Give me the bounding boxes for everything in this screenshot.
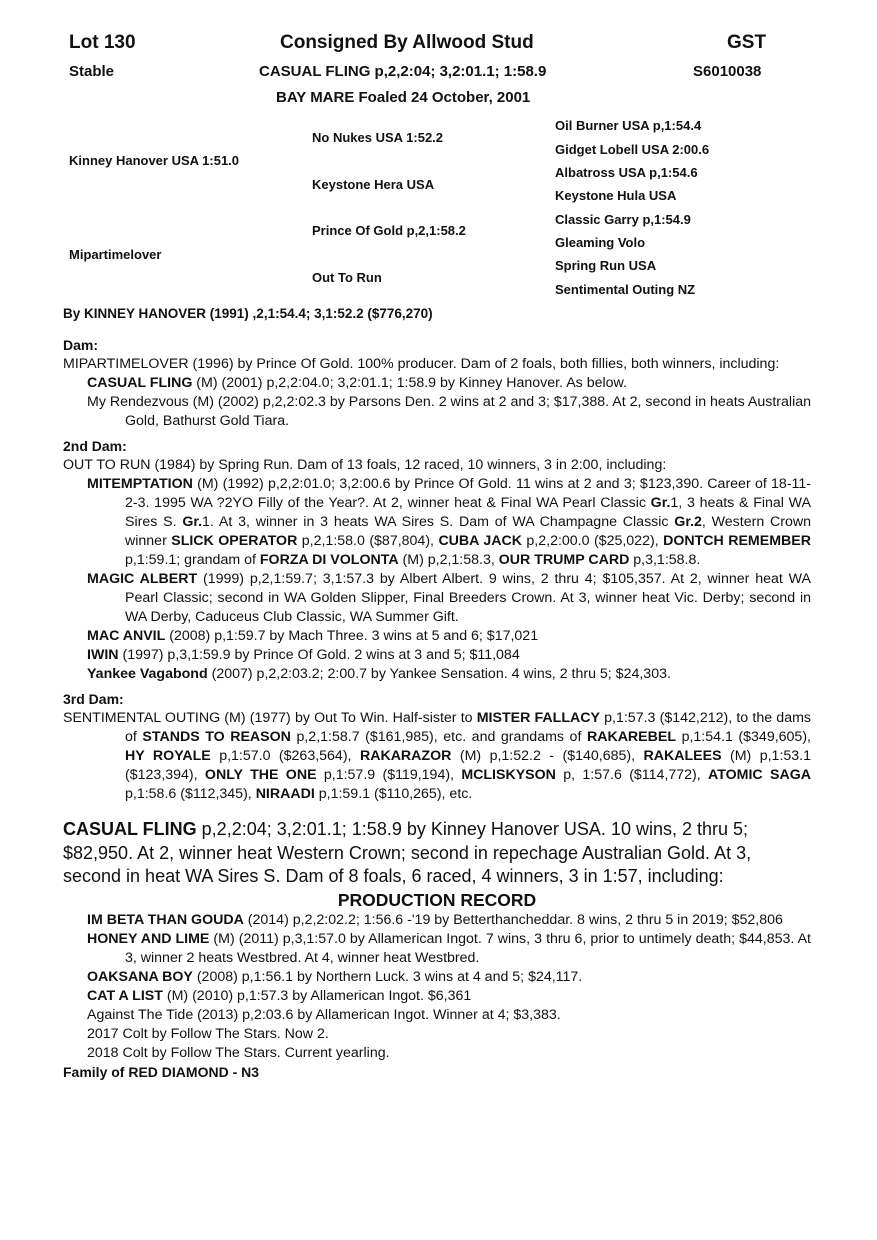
third-dam-text: SENTIMENTAL OUTING (M) (1977) by Out To Win. Half-sister to MISTER FALLACY p,1:57.3 ($142,212), to the dams of STANDS TO REASON p,2,1:58.7 ($161,985), etc. and grandams of RAKAREBEL p,1:54.1 ($349,605), HY ROYALE p,1:57.0 ($263,564), RAKARAZOR (M) p,1:52.2 - ($140,685), RAKALEES (M) p,1:53.1 ($123,394), ONLY THE ONE p,1:57.9 ($119,194), MCLISKYSON p, 1:57.6 ($114,772), ATOMIC SAGA p,1:58.6 ($112,345), NIRAADI p,1:59.1 ($110,265), etc.	[63, 710, 812, 802]
pedigree-gen3: Gleaming Volo	[555, 235, 646, 250]
horse-id: S6010038	[693, 63, 762, 80]
horse-summary: CASUAL FLING p,2,2:04; 3,2:01.1; 1:58.9 by Kinney Hanover USA. 10 wins, 2 thru 5; $82,950. At 2, winner heat Western Crown; second in repechage Australian Gold. At 3, second in heat WA Sires S. Dam of 8 foals, 6 raced, 4 winners, 3 in 1:57, including:	[63, 819, 752, 886]
pedigree-sire-dam: Keystone Hera USA	[312, 177, 435, 192]
pedigree-gen3: Classic Garry p,1:54.9	[555, 212, 691, 227]
pedigree-gen3: Gidget Lobell USA 2:00.6	[555, 142, 710, 157]
pedigree-gen3: Sentimental Outing NZ	[555, 282, 696, 297]
consignor: Consigned By Allwood Stud	[280, 32, 534, 53]
pedigree-sire: Kinney Hanover USA 1:51.0	[69, 153, 240, 168]
pedigree-dam-sire: Prince Of Gold p,2,1:58.2	[312, 223, 466, 238]
second-dam-progeny: MAC ANVIL (2008) p,1:59.7 by Mach Three. 3 wins at 5 and 6; $17,021	[87, 628, 539, 644]
horse-description: BAY MARE Foaled 24 October, 2001	[276, 89, 531, 106]
lot-number: Lot 130	[69, 32, 136, 53]
production-item: Against The Tide (2013) p,2:03.6 by Allamerican Ingot. Winner at 4; $3,383.	[87, 1006, 561, 1023]
family-line: Family of RED DIAMOND - N3	[63, 1063, 260, 1080]
pedigree-gen3: Spring Run USA	[555, 258, 657, 273]
catalogue-body	[63, 330, 811, 1082]
pedigree-sire-sire: No Nukes USA 1:52.2	[312, 130, 444, 145]
pedigree-gen3: Oil Burner USA p,1:54.4	[555, 118, 702, 133]
production-item: CAT A LIST (M) (2010) p,1:57.3 by Allamerican Ingot. $6,361	[87, 987, 472, 1004]
location: Stable	[69, 63, 115, 80]
production-item: OAKSANA BOY (2008) p,1:56.1 by Northern Luck. 3 wins at 4 and 5; $24,117.	[87, 968, 583, 985]
second-dam-progeny: MITEMPTATION (M) (1992) p,2,2:01.0; 3,2:00.6 by Prince Of Gold. 11 wins at 2 and 3; $123,390. Career of 18-11-2-3. 1995 WA ?2YO Filly of the Year?. At 2, winner heat & Final WA Pearl Classic Gr.1, 3 heats & Final WA Sires S. Gr.1. At 3, winner in 3 heats WA Sires S. Dam of WA Champagne Classic Gr.2, Western Crown winner SLICK OPERATOR p,2,1:58.0 ($87,804), CUBA JACK p,2,2:00.0 ($25,022), DONTCH REMEMBER p,1:59.1; grandam of FORZA DI VOLONTA (M) p,2,1:58.3, OUR TRUMP CARD p,3,1:58.8.	[87, 476, 811, 568]
second-dam-progeny: Yankee Vagabond (2007) p,2,2:03.2; 2:00.7 by Yankee Sensation. 4 wins, 2 thru 5; $24,303.	[87, 666, 671, 682]
production-item: HONEY AND LIME (M) (2011) p,3,1:57.0 by Allamerican Ingot. 7 wins, 3 thru 6, prior to untimely death; $44,853. At 3, winner 2 heats Westbred. At 4, winner heat Westbred.	[87, 930, 811, 966]
dam-progeny: My Rendezvous (M) (2002) p,2,2:02.3 by Parsons Den. 2 wins at 2 and 3; $17,388. At 2, second in heats Australian Gold, Bathurst Gold Tiara.	[87, 394, 811, 429]
sale-code: GST	[727, 32, 767, 53]
second-dam-heading: 2nd Dam:	[63, 438, 127, 454]
dam-heading: Dam:	[63, 337, 99, 353]
production-heading: PRODUCTION RECORD	[337, 889, 537, 910]
production-item: 2017 Colt by Follow The Stars. Now 2.	[87, 1025, 329, 1042]
dam-progeny: CASUAL FLING (M) (2001) p,2,2:04.0; 3,2:01.1; 1:58.9 by Kinney Hanover. As below.	[87, 375, 627, 391]
sire-line: By KINNEY HANOVER (1991) ,2,1:54.4; 3,1:52.2 ($776,270)	[63, 306, 433, 321]
pedigree-dam: Mipartimelover	[69, 247, 162, 262]
pedigree-gen3: Albatross USA p,1:54.6	[555, 165, 698, 180]
second-dam-intro: OUT TO RUN (1984) by Spring Run. Dam of 13 foals, 12 raced, 10 winners, 3 in 2:00, including:	[63, 457, 667, 473]
dam-intro: MIPARTIMELOVER (1996) by Prince Of Gold. 100% producer. Dam of 2 foals, both fillies, both winners, including:	[63, 356, 780, 372]
horse-title: CASUAL FLING p,2,2:04; 3,2:01.1; 1:58.9	[259, 63, 547, 80]
second-dam-progeny: MAGIC ALBERT (1999) p,2,1:59.7; 3,1:57.3 by Albert Albert. 9 wins, 2 thru 4; $105,357. At 2, winner heat WA Pearl Classic; second in WA Golden Slipper, Final Breeders Crown. At 3, winner heat Vic. Derby; second in WA Derby, Caduceus Club Classic, WA Summer Gift.	[87, 571, 811, 625]
pedigree-dam-dam: Out To Run	[312, 270, 382, 285]
second-dam-progeny: IWIN (1997) p,3,1:59.9 by Prince Of Gold. 2 wins at 3 and 5; $11,084	[87, 647, 520, 663]
third-dam-heading: 3rd Dam:	[63, 691, 124, 707]
pedigree-gen3: Keystone Hula USA	[555, 188, 677, 203]
production-item: 2018 Colt by Follow The Stars. Current yearling.	[87, 1044, 390, 1061]
production-item: IM BETA THAN GOUDA (2014) p,2,2:02.2; 1:56.6 -'19 by Betterthancheddar. 8 wins, 2 thru 5 in 2019; $52,806	[87, 911, 783, 928]
